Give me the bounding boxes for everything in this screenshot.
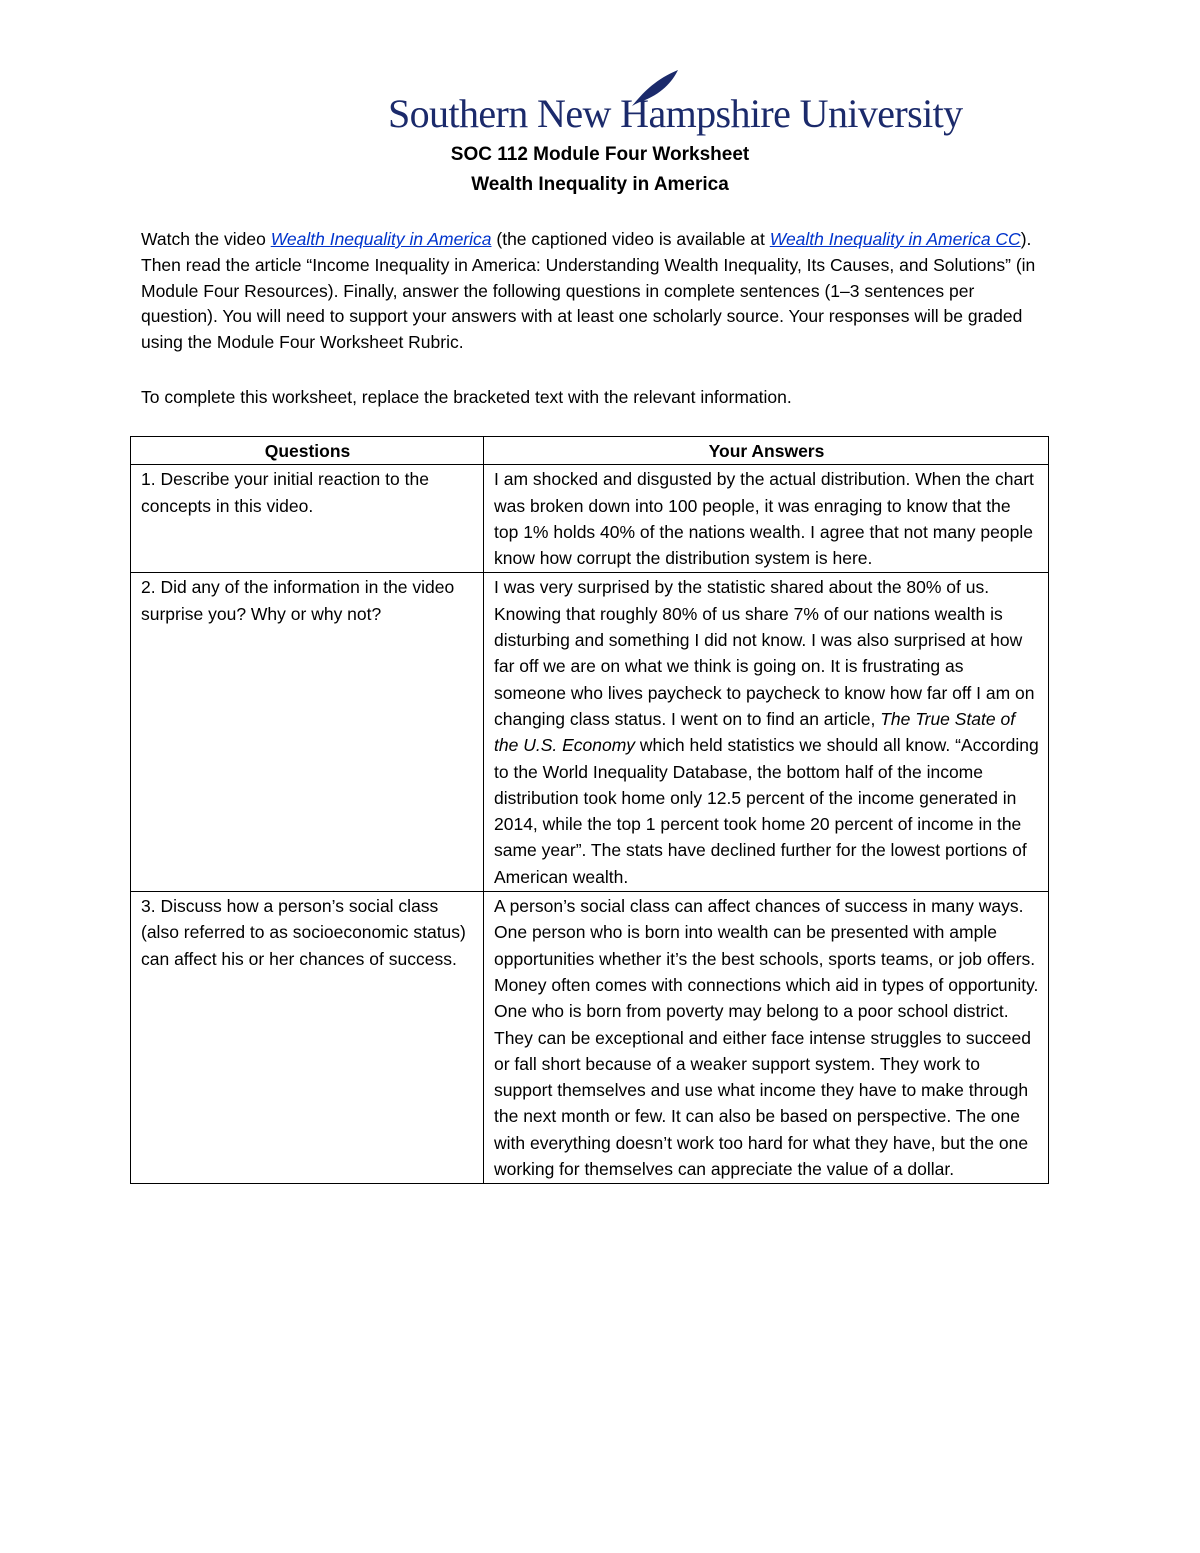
column-header-questions: Questions — [131, 437, 484, 465]
page-title: SOC 112 Module Four Worksheet — [450, 144, 750, 165]
answer-cell[interactable] — [484, 573, 1049, 892]
table-row — [131, 892, 1049, 1184]
page-subtitle: Wealth Inequality in America — [471, 174, 729, 195]
table-row — [131, 465, 1049, 573]
article-title: The True State of the U.S. Economy — [494, 708, 1016, 756]
table-row — [131, 573, 1049, 892]
answer-text-b: which held statistics we should all know. “According to the World Inequality Database, the bottom half of the income distribution took home only 12.5 percent of the income generated in 2014, while the top 1 percent took home 20 percent of income in the same year”. The stats have declined further for the lowest portions of American wealth. — [494, 735, 1039, 887]
intro-text-a: Watch the video — [141, 229, 271, 249]
table-header-row — [131, 437, 1049, 465]
answer-text-a: I was very surprised by the statistic shared about the 80% of us. Knowing that roughly 80% of us share 7% of our nations wealth is disturbing and something I did not know. I was also surprised at how far off we are on what we think is going on. It is frustrating as someone who lives paycheck to paycheck to know how far off I am on changing class status. I went on to find an article, — [494, 577, 1035, 729]
question-cell: 3. Discuss how a person’s social class (also referred to as socioeconomic status) can affect his or her chances of success. — [131, 892, 484, 1184]
answer-cell[interactable]: A person’s social class can affect chances of success in many ways. One person who is born into wealth can be presented with ample opportunities whether it’s the best schools, sports teams, or job offers. Money often comes with connections which aid in types of opportunity. One who is born from poverty may belong to a poor school district. They can be exceptional and either face intense struggles to succeed or fall short because of a weaker support system. They work to support themselves and use what income they have to make through the next month or few. It can also be based on perspective. The one with everything doesn’t work too hard for what they have, but the one working for themselves can appreciate the value of a dollar. — [484, 892, 1049, 1184]
question-cell: 1. Describe your initial reaction to the concepts in this video. — [131, 465, 484, 573]
captioned-video-link[interactable]: Wealth Inequality in America CC — [769, 229, 1021, 249]
question-cell: 2. Did any of the information in the video surprise you? Why or why not? — [131, 573, 484, 892]
worksheet-table — [130, 436, 1049, 1184]
intro-text-c: ). Then read the article “Income Inequality in America: Understanding Wealth Inequality, Its Causes, and Solutions” (in Module Four Resources). Finally, answer the following questions in complete sentences (1–3 sentences per question). You will need to support your answers with at least one scholarly source. Your responses will be graded using the Module Four Worksheet Rubric. — [141, 229, 1036, 353]
instruction-text: To complete this worksheet, replace the bracketed text with the relevant information. — [141, 387, 792, 407]
video-link[interactable]: Wealth Inequality in America — [270, 229, 492, 249]
intro-text-b: (the captioned video is available at — [491, 229, 770, 249]
column-header-answers: Your Answers — [484, 437, 1049, 465]
intro-paragraph — [141, 227, 1056, 356]
logo-text: Southern New Hampshire University — [388, 91, 963, 136]
answer-cell[interactable]: I am shocked and disgusted by the actual distribution. When the chart was broken down into 100 people, it was enraging to know that the top 1% holds 40% of the nations wealth. I agree that not many people know how corrupt the distribution system is here. — [484, 465, 1049, 573]
university-logo — [386, 68, 963, 138]
